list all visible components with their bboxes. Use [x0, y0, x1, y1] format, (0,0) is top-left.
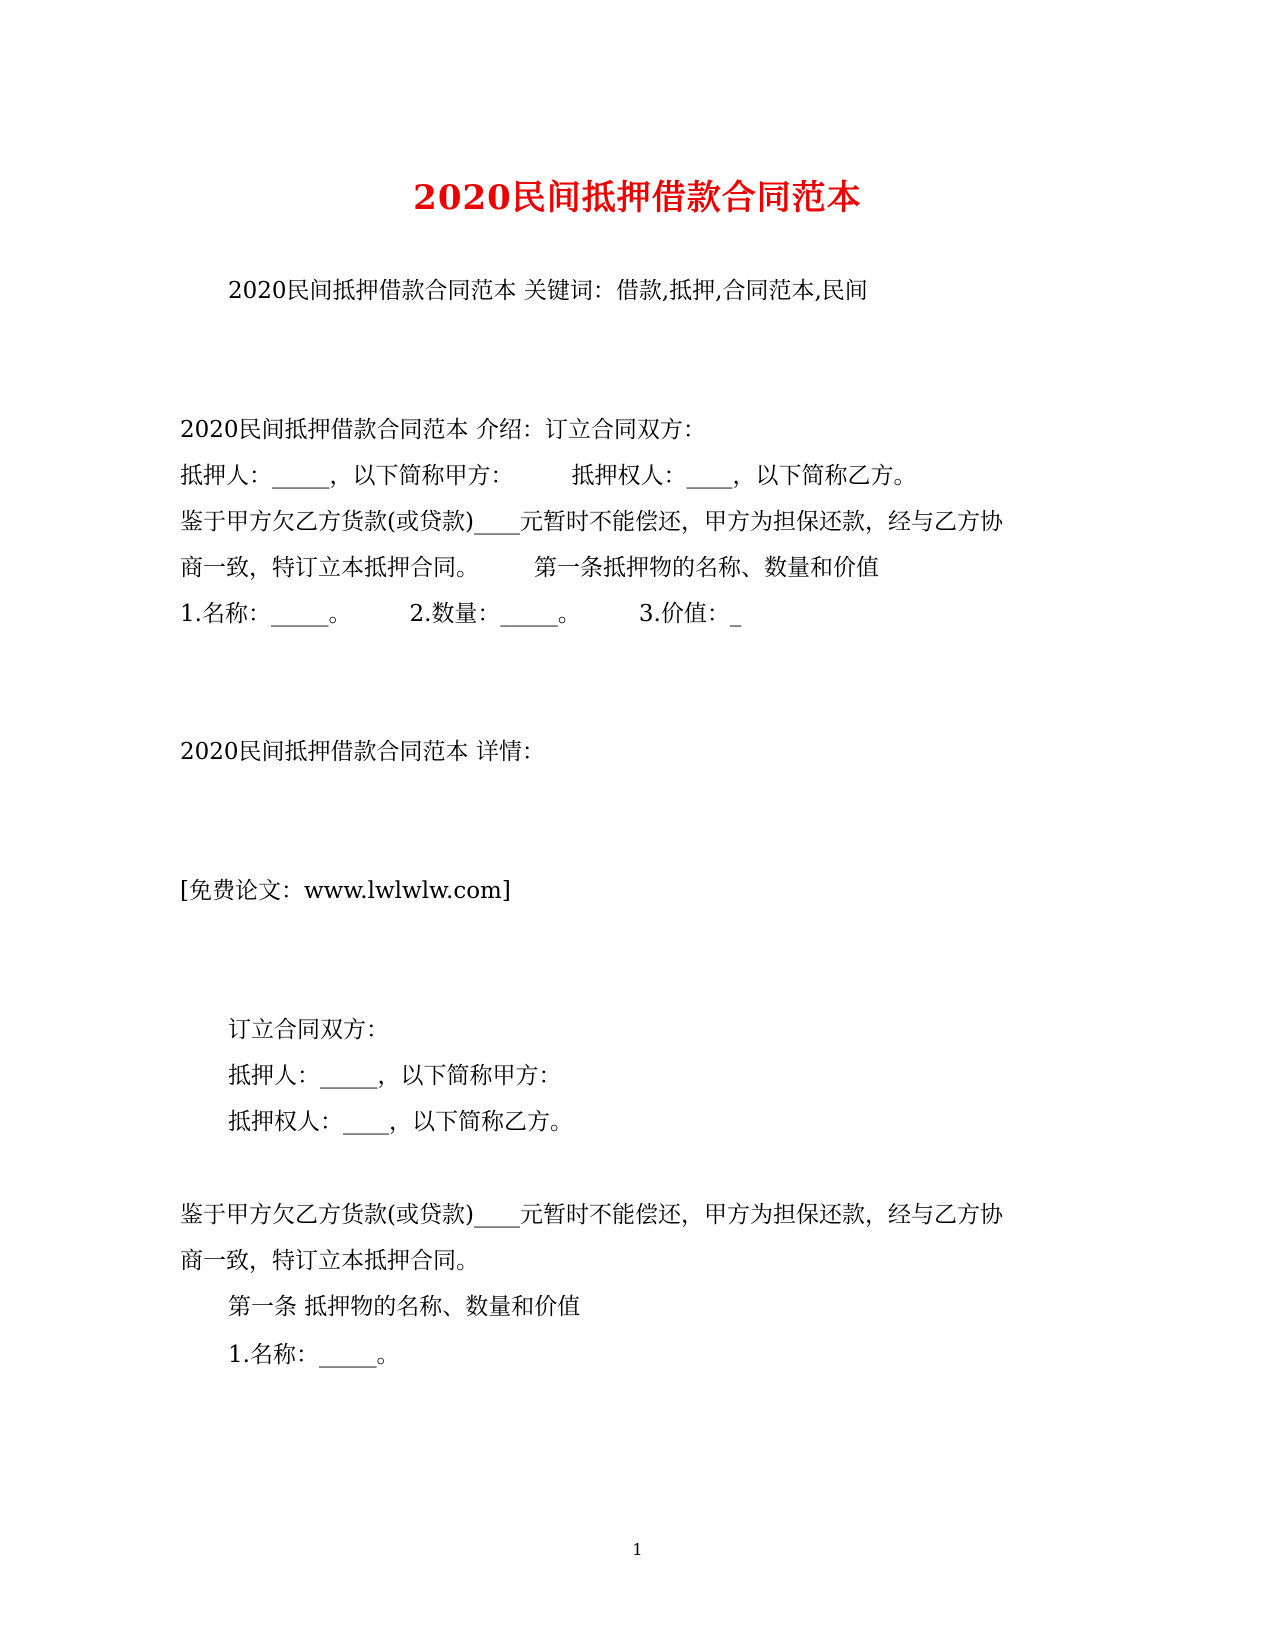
free-paper-line: [免费论文：www.lwlwlw.com]: [180, 878, 511, 904]
intro-line-3: 鉴于甲方欠乙方货款(或贷款)____元暂时不能偿还，甲方为担保还款，经与乙方协: [180, 509, 1003, 535]
intro-recital-end: 商一致，特订立本抵押合同。: [180, 555, 479, 581]
page-number: 1: [632, 1540, 643, 1559]
intro-article-1: 第一条抵押物的名称、数量和价值: [534, 555, 879, 581]
recital-line-2: 商一致，特订立本抵押合同。: [180, 1248, 479, 1274]
intro-mortgagor: 抵押人：_____，以下简称甲方：: [180, 463, 514, 489]
intro-item-quantity: 2.数量：_____。: [409, 601, 581, 627]
intro-item-name: 1.名称：_____。: [180, 601, 352, 627]
article-1-item-1: 1.名称：_____。: [228, 1342, 400, 1368]
parties-heading: 订立合同双方：: [228, 1017, 389, 1043]
intro-line-4: [180, 553, 879, 583]
document-title: 2020民间抵押借款合同范本: [413, 178, 862, 218]
intro-line-2: [180, 461, 917, 491]
mortgagee-line: 抵押权人：____，以下简称乙方。: [228, 1109, 573, 1135]
intro-item-value: 3.价值：_: [638, 601, 742, 627]
details-heading: 2020民间抵押借款合同范本 详情：: [180, 739, 545, 765]
keywords-line: 2020民间抵押借款合同范本 关键词：借款,抵押,合同范本,民间: [228, 278, 868, 304]
mortgagor-line: 抵押人：_____，以下简称甲方：: [228, 1063, 562, 1089]
recital-line-1: 鉴于甲方欠乙方货款(或贷款)____元暂时不能偿还，甲方为担保还款，经与乙方协: [180, 1202, 1003, 1228]
intro-line-1: 2020民间抵押借款合同范本 介绍：订立合同双方：: [180, 417, 706, 443]
intro-line-5: [180, 599, 741, 629]
intro-mortgagee: 抵押权人：____，以下简称乙方。: [571, 463, 917, 489]
article-1-heading: 第一条 抵押物的名称、数量和价值: [228, 1294, 581, 1320]
